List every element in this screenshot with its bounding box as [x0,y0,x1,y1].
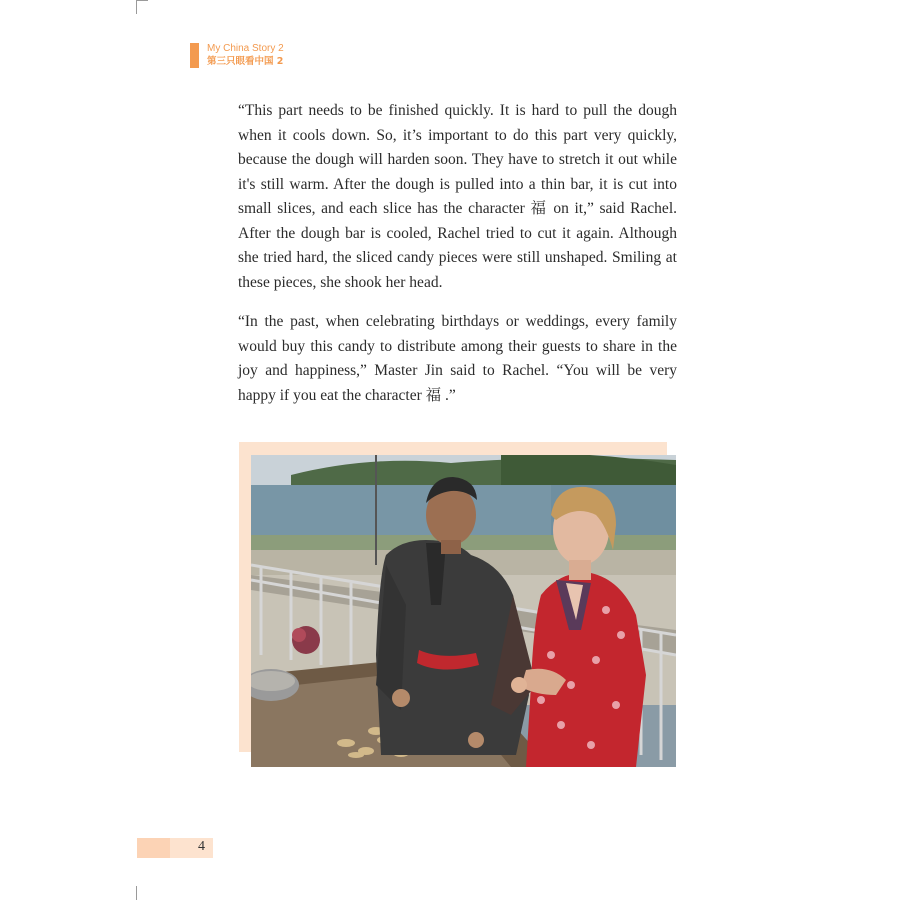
page-number: 4 [198,839,205,854]
photo-candy-making [251,455,676,767]
page-number-box [137,838,213,858]
crop-mark-top-vertical [136,0,137,14]
crop-mark-bottom-vertical [136,886,137,900]
running-header [190,43,284,68]
body-paragraph-2 [238,310,677,408]
crop-mark-top-horizontal [136,0,148,1]
paragraph-text: “This part needs to be finished quickly. It is hard to pull the dough when it cools down. So, it’s important to do this part very quickly, because the dough will harden soon. They have to stretch it out while it's still warm. After the dough is pulled into a thin bar, it is cut into small slices, and each slice has the character 福 on it,” said Rachel. After the dough bar is cooled, Rachel tried to cut it again. Although she tried hard, the sliced candy pieces were still unshaped. Smiling at these pieces, she shook her head. [238,102,677,291]
header-title-zh: 第三只眼看中国 2 [207,56,284,67]
body-paragraph-1 [238,99,677,295]
photo-illustration [251,455,676,767]
paragraph-text: “In the past, when celebrating birthdays or weddings, every family would buy this candy to distribute among their guests to share in the joy and happiness,” Master Jin said to Rachel. “You will be very happy if you eat the character 福 .” [238,313,677,404]
header-accent-bar [190,43,199,68]
page-number-accent [137,838,170,858]
header-titles [207,43,284,67]
header-title-en: My China Story 2 [207,43,284,54]
